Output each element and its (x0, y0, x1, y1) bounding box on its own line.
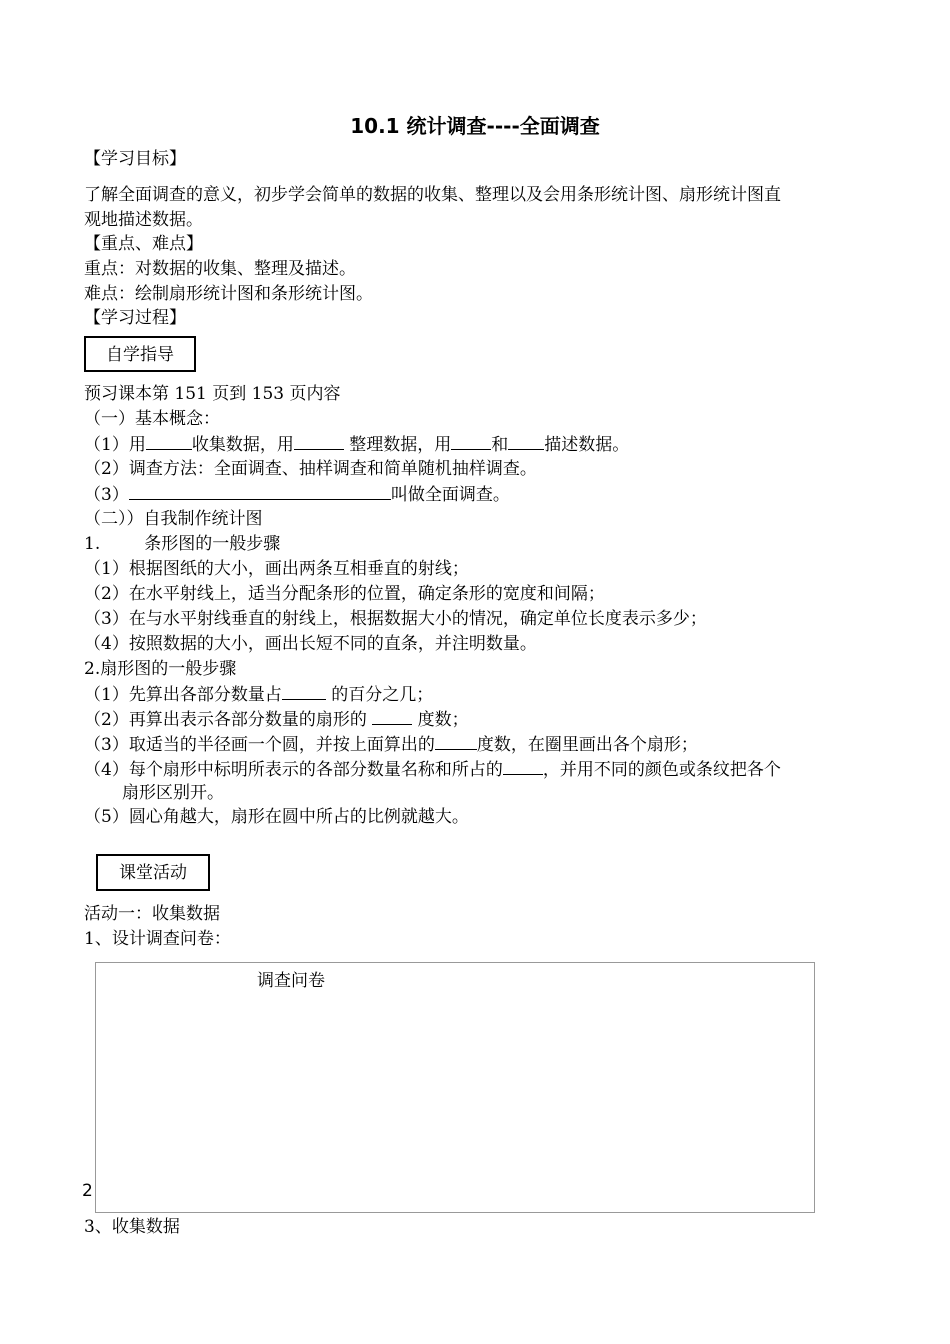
fill-blank[interactable] (435, 733, 477, 750)
questionnaire-box[interactable] (95, 962, 815, 1213)
pie-step-2: （2）再算出表示各部分数量的扇形的 度数； (84, 710, 469, 730)
bar-step-2: （2）在水平射线上，适当分配条形的位置，确定条形的宽度和间隔； (84, 584, 605, 604)
section-basic-concepts: （一）基本概念： (84, 409, 220, 429)
item-2-number: 2 (82, 1181, 93, 1201)
section-make-charts: （二））自我制作统计图 (84, 509, 263, 529)
self-study-box: 自学指导 (84, 336, 196, 372)
question-2: （2）调查方法：全面调查、抽样调查和简单随机抽样调查。 (84, 459, 537, 479)
bar-step-1: （1）根据图纸的大小，画出两条互相垂直的射线； (84, 559, 469, 579)
goal-line-2: 观地描述数据。 (84, 210, 203, 230)
pie-step-4: （4）每个扇形中标明所表示的各部分数量名称和所占的 ，并用不同的颜色或条纹把各个 (84, 760, 781, 780)
fill-blank[interactable] (451, 433, 491, 450)
page-title: 10.1 统计调查----全面调查 (350, 114, 600, 138)
questionnaire-title: 调查问卷 (257, 971, 325, 991)
bar-chart-steps-title: 1. 条形图的一般步骤 (84, 534, 281, 554)
bar-step-3: （3）在与水平射线垂直的射线上，根据数据大小的情况，确定单位长度表示多少； (84, 609, 707, 629)
activity-1: 活动一：收集数据 (84, 904, 220, 924)
preview-note: 预习课本第 151 页到 153 页内容 (84, 384, 341, 404)
fill-blank[interactable] (294, 433, 344, 450)
key-point: 重点：对数据的收集、整理及描述。 (84, 259, 356, 279)
fill-blank[interactable] (372, 708, 412, 725)
goal-line-1: 了解全面调查的意义，初步学会简单的数据的收集、整理以及会用条形统计图、扇形统计图直 (84, 185, 781, 205)
fill-blank[interactable] (503, 758, 543, 775)
question-1: （1）用 收集数据，用 整理数据，用 和 描述数据。 (84, 435, 630, 455)
collect-data: 3、收集数据 (84, 1217, 180, 1237)
pie-step-5: （5）圆心角越大，扇形在圆中所占的比例就越大。 (84, 807, 469, 827)
pie-chart-steps-title: 2.扇形图的一般步骤 (84, 659, 237, 679)
pie-step-1: （1）先算出各部分数量占 的百分之几； (84, 685, 434, 705)
pie-step-3: （3）取适当的半径画一个圆，并按上面算出的 度数，在圈里画出各个扇形； (84, 735, 698, 755)
process-header: 【学习过程】 (84, 308, 186, 328)
key-header: 【重点、难点】 (84, 234, 203, 254)
bar-step-4: （4）按照数据的大小，画出长短不同的直条，并注明数量。 (84, 634, 537, 654)
difficult-point: 难点：绘制扇形统计图和条形统计图。 (84, 284, 373, 304)
fill-blank[interactable] (129, 483, 391, 500)
pie-step-4-cont: 扇形区别开。 (122, 783, 224, 803)
fill-blank[interactable] (146, 433, 192, 450)
class-activity-box: 课堂活动 (96, 854, 210, 891)
fill-blank[interactable] (282, 683, 326, 700)
goal-header: 【学习目标】 (84, 149, 186, 169)
question-3: （3） 叫做全面调查。 (84, 485, 510, 505)
design-questionnaire: 1、设计调查问卷： (84, 929, 231, 949)
fill-blank[interactable] (508, 433, 544, 450)
